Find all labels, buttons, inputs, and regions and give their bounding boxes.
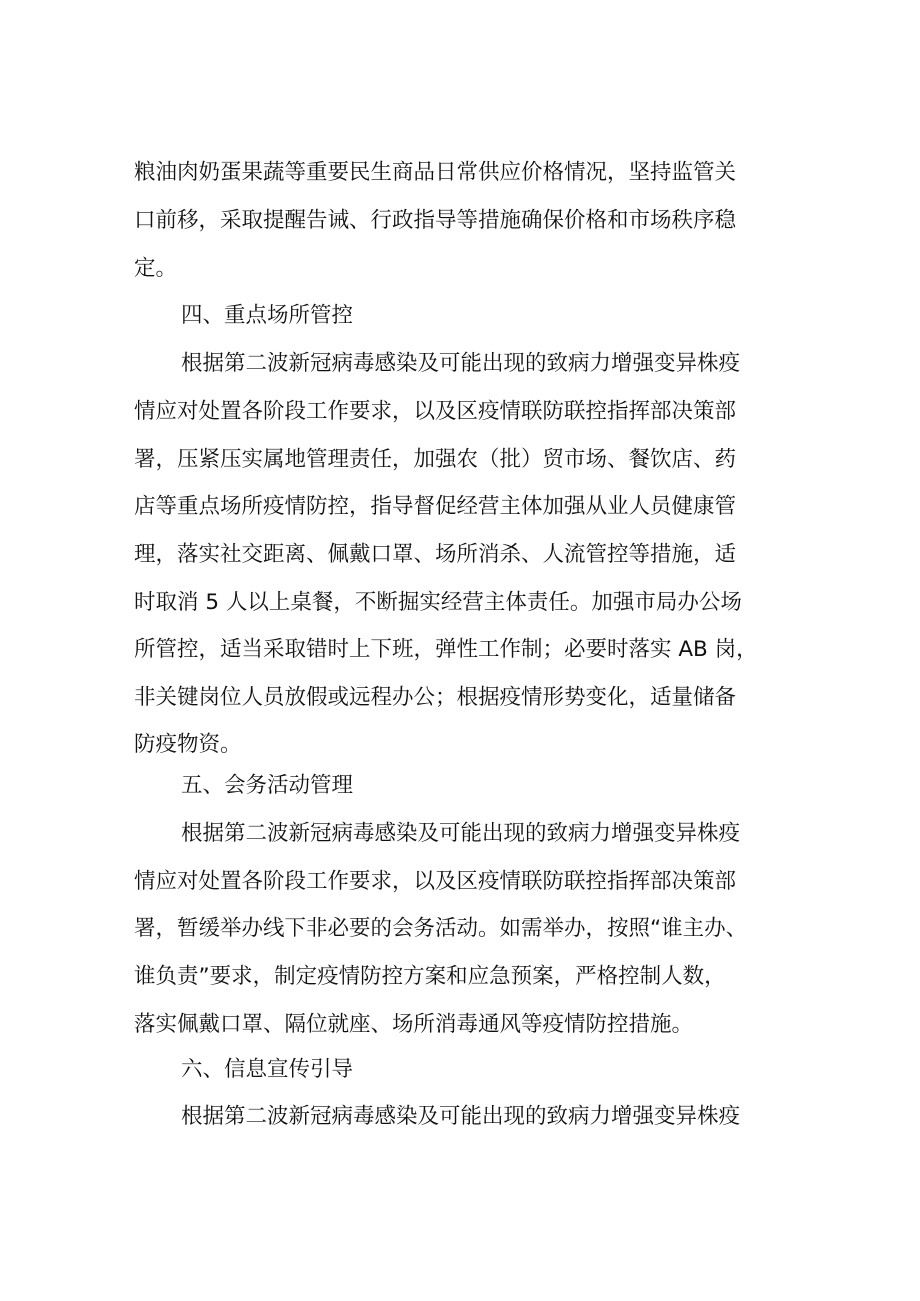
- paragraph-line: 粮油肉奶蛋果蔬等重要民生商品日常供应价格情况，坚持监管关: [134, 160, 737, 185]
- paragraph-line: 根据第二波新冠病毒感染及可能出现的致病力增强变异株疫: [181, 1104, 741, 1129]
- paragraph-line: 口前移，采取提醒告诫、行政指导等措施确保价格和市场秩序稳: [134, 208, 737, 233]
- section-heading-5: 五、会务活动管理: [181, 773, 354, 798]
- paragraph-line: 店等重点场所疫情防控，指导督促经营主体加强从业人员健康管: [134, 494, 737, 519]
- paragraph-line: 理，落实社交距离、佩戴口罩、场所消杀、人流管控等措施，适: [134, 542, 737, 567]
- paragraph-line: 非关键岗位人员放假或远程办公；根据疫情形势变化，适量储备: [134, 685, 737, 710]
- paragraph-line: 署，暂缓举办线下非必要的会务活动。如需举办，按照“谁主办、: [134, 916, 748, 941]
- section-heading-6: 六、信息宣传引导: [181, 1057, 354, 1082]
- paragraph-line: 署，压紧压实属地管理责任，加强农（批）贸市场、餐饮店、药: [134, 447, 737, 472]
- paragraph-line: 时取消 5 人以上桌餐，不断掘实经营主体责任。加强市局办公场: [134, 590, 742, 615]
- paragraph-line: 落实佩戴口罩、隔位就座、场所消毒通风等疫情防控措施。: [134, 1012, 694, 1037]
- paragraph-line: 根据第二波新冠病毒感染及可能出现的致病力增强变异株疫: [181, 821, 741, 846]
- paragraph-line: 定。: [134, 256, 178, 281]
- paragraph-line: 情应对处置各阶段工作要求，以及区疫情联防联控指挥部决策部: [134, 399, 737, 424]
- paragraph-line: 情应对处置各阶段工作要求，以及区疫情联防联控指挥部决策部: [134, 869, 737, 894]
- paragraph-line: 根据第二波新冠病毒感染及可能出现的致病力增强变异株疫: [181, 351, 741, 376]
- paragraph-line: 谁负责”要求，制定疫情防控方案和应急预案，严格控制人数，: [134, 964, 726, 989]
- section-heading-4: 四、重点场所管控: [181, 303, 354, 328]
- paragraph-line: 所管控，适当采取错时上下班，弹性工作制；必要时落实 AB 岗，: [134, 637, 758, 662]
- paragraph-line: 防疫物资。: [134, 732, 242, 757]
